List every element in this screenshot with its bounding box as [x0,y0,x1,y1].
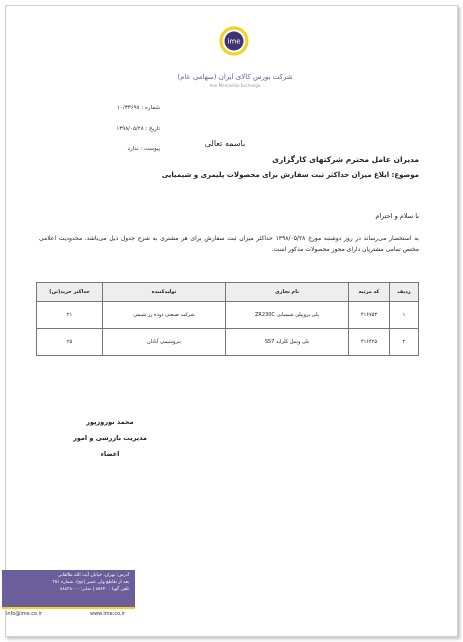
table-row [37,329,419,356]
letter-attachment: پیوست : ندارد [127,146,160,152]
signer-members: اعضاء [100,450,120,458]
letter-body: به استحضار می‌رساند در روز دوشنبه مورخ ۱۳۹۸/۰۵/۲۸ حداکثر میزان ثبت سفارش برای هر مشتری به شرح جدول ذیل می‌باشد. محدودیت اعلامی مختص تمامی مشتریان دارای مجوز محصولات مذکور است. [39,235,419,253]
footer-address-line1: آدرس: تهران، خیابان آیت الله طالقانی [57,573,129,578]
footer-email[interactable]: info@ime.co.ir [6,611,43,617]
footer-divider [2,607,135,609]
cell-producer: شرکت صنعتی دوده رز شیمی [103,302,226,329]
cell-trade-name: پلی پروپیلن شیمیایی ZR230C [226,302,349,329]
subject: موضوع: ابلاغ میزان حداکثر ثبت سفارش برای محصولات پلیمری و شیمیایی [161,171,419,179]
cell-max-purchase: ۲۱ [37,302,103,329]
signer-name: محمد نوروزپور [86,418,134,426]
ime-logo [219,26,249,56]
col-producer: تولیدکننده [103,283,226,302]
footer-address-box [2,570,135,607]
company-name: شرکت بورس کالای ایران (سهامی عام) [177,73,293,81]
col-row: ردیف [390,283,419,302]
bismillah: باسمه تعالی [204,139,246,148]
cell-trade-name: پلی وینیل کلراید S57 [226,329,349,356]
footer-phones: تلفن گویا : ۸۵۶۴۰ | نمابر: ۸۸۸۳۸۰۰۰ [59,587,129,592]
letter-date: تاریخ : ۱۳۹۸/۰۵/۲۸ [116,126,160,132]
letter-number: شماره : ۱۰/۳۳۶۹۷ [117,105,160,111]
logo-text: ime [227,37,241,46]
cell-row: ۱ [390,302,419,329]
table-header-row [37,283,419,302]
recipient: مدیران عامل محترم شرکتهای کارگزاری [272,155,419,164]
col-code: کد مرتبه [349,283,390,302]
table-row [37,302,419,329]
col-trade-name: نام تجاری [226,283,349,302]
cell-code: ۴۱۶۴۲۵ [349,329,390,356]
cell-code: ۴۱۶۷۵۳ [349,302,390,329]
order-limit-table [36,282,419,356]
cell-producer: پتروشیمی آبادان [103,329,226,356]
signer-title: مدیریت بازرسی و امور [73,434,147,442]
cell-row: ۲ [390,329,419,356]
footer-website[interactable]: www.ime.co.ir [90,611,126,617]
col-max-purchase: حداکثر خرید(تن) [37,283,103,302]
footer-address-line2: بعد از تقاطع ولی عصر (عج)، شماره ۳۵۱ [52,580,129,585]
company-name-en: Iran Mercantile Exchange [209,83,261,88]
greeting: با سلام و احترام [375,212,419,220]
cell-max-purchase: ۲۵ [37,329,103,356]
